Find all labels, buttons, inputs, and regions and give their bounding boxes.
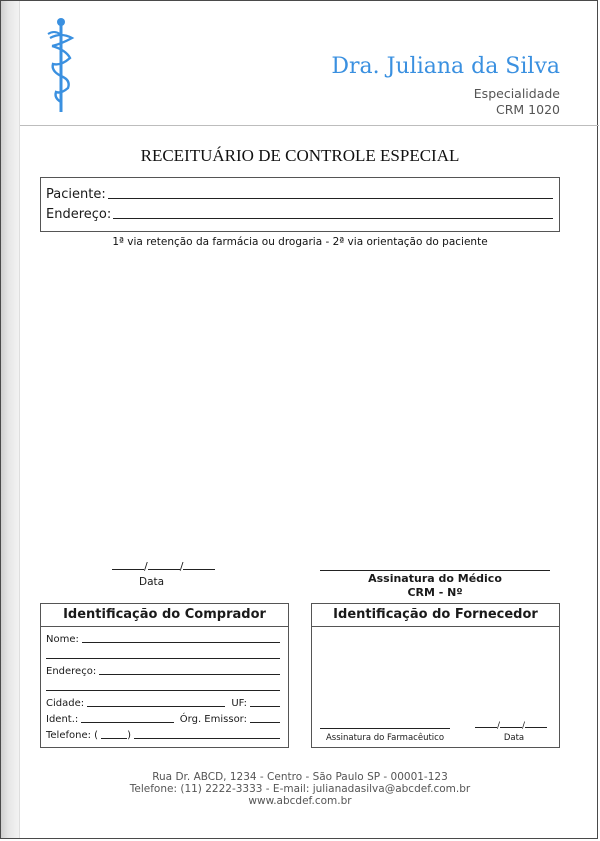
buyer-address-label: Endereço:	[46, 666, 97, 677]
doctor-signature-label: Assinatura do Médico	[368, 572, 502, 585]
buyer-phone-field[interactable]	[134, 728, 280, 739]
buyer-address-row-2	[46, 680, 280, 693]
footer-contact: Telefone: (11) 2222-3333 - E-mail: julianadasilva@abcdef.com.br	[129, 783, 471, 795]
supplier-box-title: Identificação do Fornecedor	[312, 604, 559, 627]
buyer-phone-area-code[interactable]	[101, 728, 127, 739]
buyer-id-row	[46, 712, 280, 725]
address-label: Endereço:	[46, 207, 112, 222]
date-field[interactable]: / /	[112, 559, 215, 573]
patient-info-box	[40, 177, 560, 232]
buyer-id-label: Ident.:	[46, 714, 79, 725]
buyer-city-row	[46, 696, 280, 709]
buyer-id-field[interactable]	[81, 712, 174, 723]
buyer-box-title: Identificação do Comprador	[41, 604, 288, 627]
buyer-name-field[interactable]	[82, 632, 280, 643]
address-field[interactable]	[113, 206, 553, 219]
caduceus-icon	[46, 16, 76, 116]
buyer-name-row	[46, 632, 280, 645]
buyer-state-field[interactable]	[250, 696, 280, 707]
buyer-city-label: Cidade:	[46, 698, 85, 709]
crm-number: CRM 1020	[496, 102, 560, 117]
buyer-address-row	[46, 664, 280, 677]
date-label: Data	[139, 576, 165, 588]
copy-routing-note: 1ª via retenção da farmácia ou drogaria - 2ª via orientação do paciente	[112, 236, 488, 248]
patient-row	[46, 186, 553, 202]
doctor-signature-line[interactable]	[320, 570, 550, 571]
doctor-crm-label: CRM - Nº	[407, 586, 463, 599]
buyer-phone-close: )	[127, 730, 131, 741]
supplier-date-field[interactable]: / /	[475, 717, 547, 731]
buyer-identification-box	[40, 603, 289, 748]
pharmacist-signature-line[interactable]	[320, 728, 450, 729]
doctor-name: Dra. Juliana da Silva	[331, 54, 560, 79]
buyer-name-row-2	[46, 648, 280, 661]
buyer-address-field[interactable]	[99, 664, 280, 675]
pharmacist-signature-label: Assinatura do Farmacêutico	[325, 733, 445, 743]
footer-website: www.abcdef.com.br	[248, 795, 352, 807]
patient-label: Paciente:	[46, 187, 106, 202]
pad-edge-strip	[1, 1, 20, 838]
buyer-phone-label: Telefone: (	[46, 730, 99, 741]
header-divider	[20, 125, 599, 126]
buyer-issuer-label: Órg. Emissor:	[179, 714, 247, 725]
buyer-address-field-2[interactable]	[46, 680, 280, 691]
supplier-identification-box	[311, 603, 560, 748]
buyer-issuer-field[interactable]	[250, 712, 280, 723]
patient-field[interactable]	[108, 186, 553, 199]
form-title: RECEITUÁRIO DE CONTROLE ESPECIAL	[140, 146, 460, 165]
address-row	[46, 206, 553, 222]
buyer-name-field-2[interactable]	[46, 648, 280, 659]
buyer-city-field[interactable]	[87, 696, 225, 707]
buyer-phone-row	[46, 728, 280, 741]
footer-address: Rua Dr. ABCD, 1234 - Centro - São Paulo SP - 00001-123	[152, 771, 448, 783]
buyer-name-label: Nome:	[46, 634, 79, 645]
supplier-date-label: Data	[503, 733, 525, 743]
specialty-label: Especialidade	[473, 86, 560, 101]
buyer-state-label: UF:	[231, 698, 247, 709]
